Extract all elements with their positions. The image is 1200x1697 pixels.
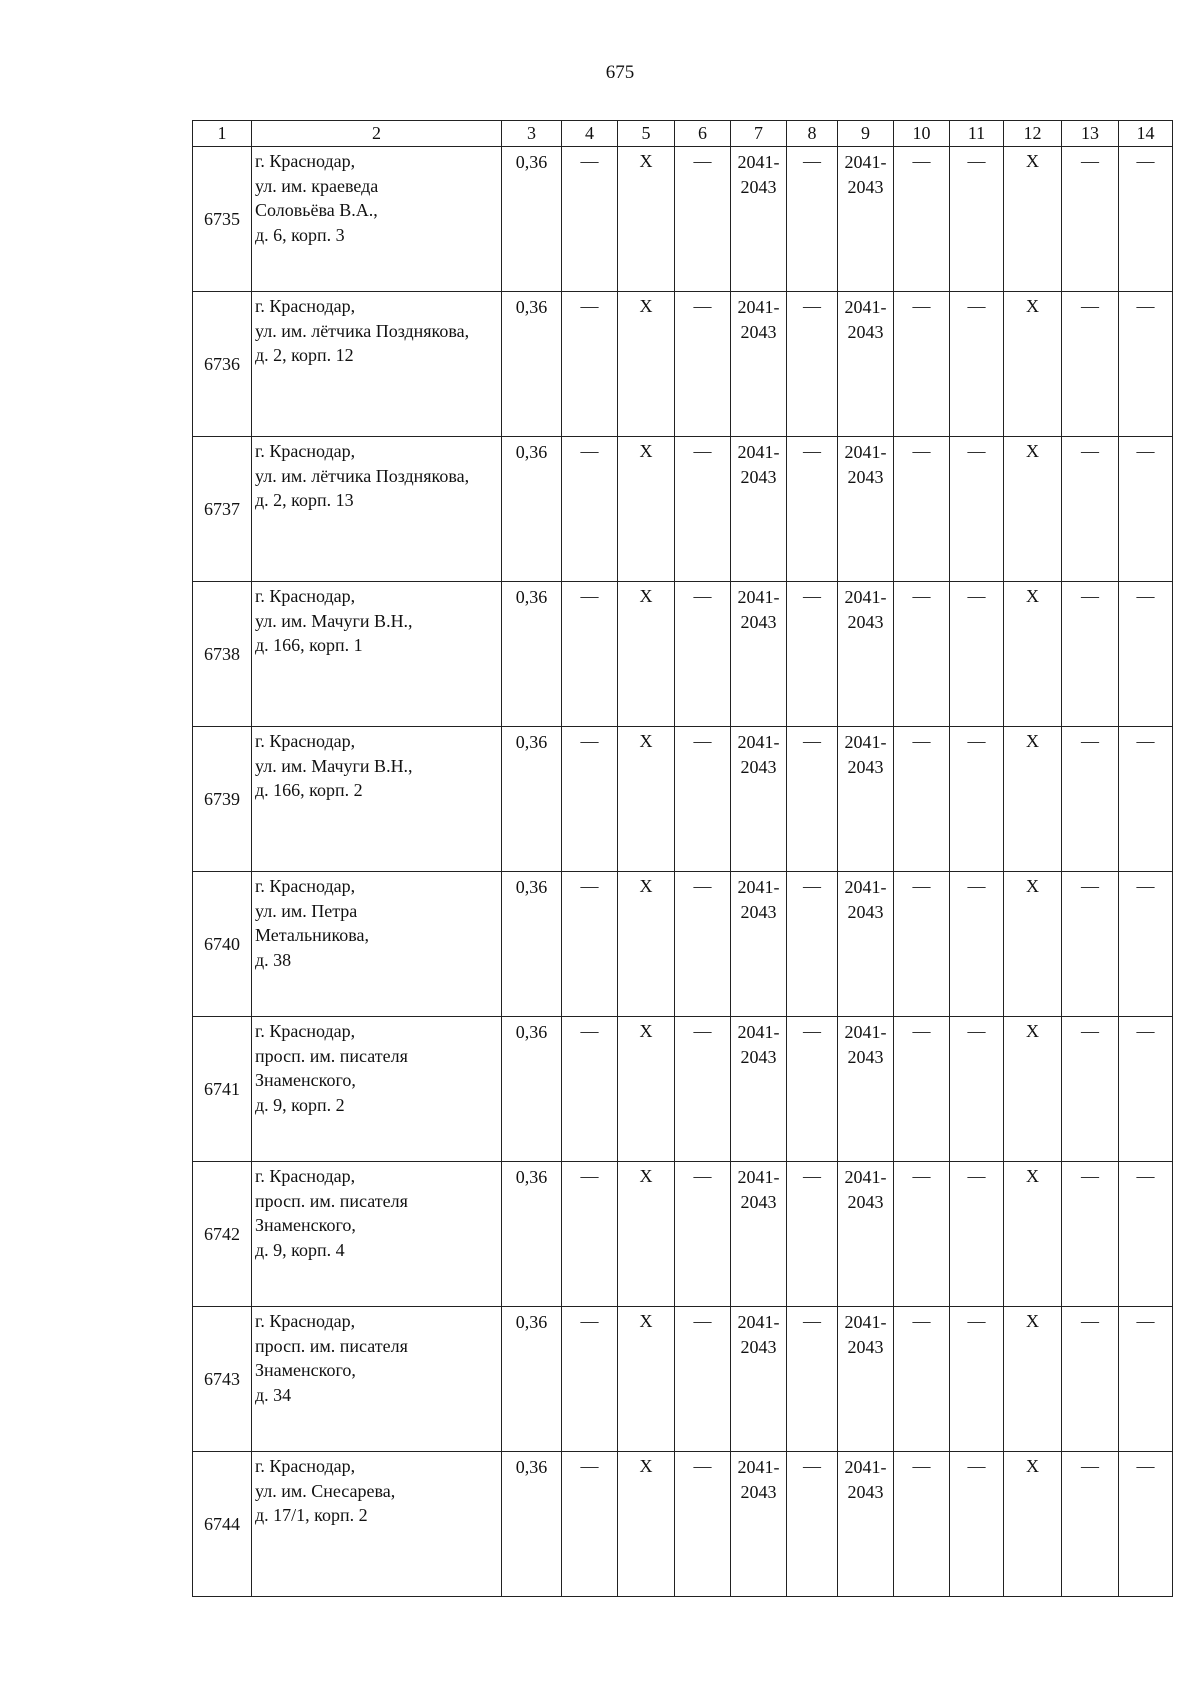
address-cell-line: Знаменского, — [255, 1070, 356, 1090]
col13-cell: — — [1062, 437, 1119, 582]
col9-years-cell — [838, 872, 894, 1017]
row-number: 6744 — [193, 1452, 252, 1597]
col14-cell: — — [1119, 1307, 1173, 1452]
col7-years-cell-line: 2043 — [740, 1336, 777, 1357]
address-cell — [252, 147, 502, 292]
address-cell — [252, 727, 502, 872]
col7-years-cell — [731, 1017, 787, 1162]
col-header: 4 — [562, 121, 618, 147]
col-header: 12 — [1004, 121, 1062, 147]
col9-years-cell — [838, 582, 894, 727]
col14-cell: — — [1119, 727, 1173, 872]
col-header: 10 — [894, 121, 950, 147]
col9-years-cell-line: 2041- — [844, 1312, 887, 1332]
col9-years-cell-line: 2041- — [844, 1022, 887, 1042]
col5-cell: X — [618, 437, 675, 582]
table-row — [193, 1162, 1173, 1307]
col5-cell: X — [618, 1452, 675, 1597]
col5-cell: X — [618, 292, 675, 437]
col12-cell: X — [1004, 1307, 1062, 1452]
table-row — [193, 872, 1173, 1017]
address-cell-line: ул. им. Петра — [255, 900, 358, 921]
col7-years-cell — [731, 1162, 787, 1307]
col6-cell: — — [675, 292, 731, 437]
col9-years-cell-line: 2041- — [844, 1457, 887, 1477]
col5-cell: X — [618, 1017, 675, 1162]
address-cell-line: г. Краснодар, — [255, 731, 356, 751]
col9-years-cell-line: 2041- — [844, 152, 887, 172]
table-row — [193, 292, 1173, 437]
table-row — [193, 1017, 1173, 1162]
col9-years-cell-line: 2043 — [847, 611, 884, 632]
col7-years-cell-line: 2043 — [740, 1481, 777, 1502]
value-cell: 0,36 — [502, 437, 562, 582]
col9-years-cell-line: 2043 — [847, 176, 884, 197]
col7-years-cell-line: 2041- — [737, 587, 780, 607]
col4-cell: — — [562, 437, 618, 582]
value-cell: 0,36 — [502, 1452, 562, 1597]
col7-years-cell-line: 2043 — [740, 1191, 777, 1212]
col13-cell: — — [1062, 727, 1119, 872]
value-cell: 0,36 — [502, 292, 562, 437]
col8-cell: — — [787, 1017, 838, 1162]
col4-cell: — — [562, 872, 618, 1017]
address-cell-line: просп. им. писателя — [255, 1190, 408, 1211]
address-cell — [252, 1307, 502, 1452]
col4-cell: — — [562, 1017, 618, 1162]
col4-cell: — — [562, 1162, 618, 1307]
col7-years-cell-line: 2043 — [740, 611, 777, 632]
address-cell-line: д. 2, корп. 13 — [255, 490, 354, 510]
col12-cell: X — [1004, 147, 1062, 292]
col7-years-cell-line: 2043 — [740, 1046, 777, 1067]
col11-cell: — — [950, 1452, 1004, 1597]
address-cell — [252, 1162, 502, 1307]
address-cell-line: Метальникова, — [255, 925, 370, 945]
col13-cell: — — [1062, 147, 1119, 292]
address-cell-line: просп. им. писателя — [255, 1045, 408, 1066]
address-cell-line: Соловьёва В.А., — [255, 200, 378, 220]
col12-cell: X — [1004, 292, 1062, 437]
col8-cell: — — [787, 292, 838, 437]
address-cell-line: ул. им. лётчика Позднякова, — [255, 320, 470, 341]
col9-years-cell — [838, 727, 894, 872]
address-cell-line: г. Краснодар, — [255, 1456, 356, 1476]
col9-years-cell-line: 2043 — [847, 1191, 884, 1212]
address-cell-line: д. 9, корп. 4 — [255, 1239, 345, 1260]
col7-years-cell-line: 2041- — [737, 1022, 780, 1042]
address-cell — [252, 582, 502, 727]
col7-years-cell — [731, 292, 787, 437]
col10-cell: — — [894, 1452, 950, 1597]
col9-years-cell-line: 2043 — [847, 1046, 884, 1067]
col12-cell: X — [1004, 437, 1062, 582]
col9-years-cell-line: 2041- — [844, 877, 887, 897]
col5-cell: X — [618, 1307, 675, 1452]
col7-years-cell-line: 2041- — [737, 297, 780, 317]
address-cell-line: д. 166, корп. 1 — [255, 635, 363, 655]
address-cell — [252, 437, 502, 582]
address-cell-line: д. 166, корп. 2 — [255, 780, 363, 800]
address-cell-line: г. Краснодар, — [255, 876, 356, 896]
col14-cell: — — [1119, 1162, 1173, 1307]
col11-cell: — — [950, 727, 1004, 872]
row-number: 6739 — [193, 727, 252, 872]
page-number: 675 — [605, 62, 635, 83]
col12-cell: X — [1004, 1162, 1062, 1307]
col8-cell: — — [787, 437, 838, 582]
address-cell-line: г. Краснодар, — [255, 441, 356, 461]
value-cell: 0,36 — [502, 147, 562, 292]
col4-cell: — — [562, 1307, 618, 1452]
value-cell: 0,36 — [502, 1017, 562, 1162]
address-cell-line: Знаменского, — [255, 1360, 356, 1380]
value-cell: 0,36 — [502, 872, 562, 1017]
col-header: 2 — [252, 121, 502, 147]
col-header: 7 — [731, 121, 787, 147]
col13-cell: — — [1062, 1452, 1119, 1597]
address-cell-line: д. 38 — [255, 949, 292, 970]
col-header: 1 — [193, 121, 252, 147]
col6-cell: — — [675, 147, 731, 292]
row-number: 6743 — [193, 1307, 252, 1452]
col9-years-cell — [838, 292, 894, 437]
col11-cell: — — [950, 1307, 1004, 1452]
col-header: 14 — [1119, 121, 1173, 147]
col4-cell: — — [562, 292, 618, 437]
col7-years-cell-line: 2041- — [737, 732, 780, 752]
col9-years-cell-line: 2043 — [847, 1336, 884, 1357]
col6-cell: — — [675, 1307, 731, 1452]
col7-years-cell-line: 2041- — [737, 1312, 780, 1332]
col6-cell: — — [675, 872, 731, 1017]
col7-years-cell — [731, 872, 787, 1017]
address-cell-line: ул. им. Мачуги В.Н., — [255, 755, 413, 776]
col7-years-cell-line: 2041- — [737, 1167, 780, 1187]
col5-cell: X — [618, 582, 675, 727]
row-number: 6738 — [193, 582, 252, 727]
col7-years-cell-line: 2043 — [740, 176, 777, 197]
col7-years-cell-line: 2041- — [737, 442, 780, 462]
col11-cell: — — [950, 582, 1004, 727]
col5-cell: X — [618, 1162, 675, 1307]
col9-years-cell-line: 2041- — [844, 732, 887, 752]
col7-years-cell-line: 2041- — [737, 1457, 780, 1477]
address-cell-line: г. Краснодар, — [255, 586, 356, 606]
address-cell-line: д. 2, корп. 12 — [255, 345, 354, 365]
address-cell — [252, 872, 502, 1017]
header-row — [193, 121, 1173, 147]
row-number: 6737 — [193, 437, 252, 582]
col9-years-cell-line: 2043 — [847, 466, 884, 487]
col7-years-cell-line: 2043 — [740, 756, 777, 777]
address-cell-line: д. 9, корп. 2 — [255, 1094, 345, 1115]
col-header: 5 — [618, 121, 675, 147]
table-row — [193, 582, 1173, 727]
col7-years-cell-line: 2041- — [737, 877, 780, 897]
col14-cell: — — [1119, 872, 1173, 1017]
address-cell-line: ул. им. Снесарева, — [255, 1480, 396, 1501]
col9-years-cell — [838, 1162, 894, 1307]
col8-cell: — — [787, 1307, 838, 1452]
value-cell: 0,36 — [502, 582, 562, 727]
col10-cell: — — [894, 727, 950, 872]
address-cell — [252, 1452, 502, 1597]
col8-cell: — — [787, 1452, 838, 1597]
col5-cell: X — [618, 147, 675, 292]
col5-cell: X — [618, 727, 675, 872]
col11-cell: — — [950, 437, 1004, 582]
col9-years-cell — [838, 437, 894, 582]
address-cell — [252, 292, 502, 437]
col11-cell: — — [950, 292, 1004, 437]
address-cell-line: г. Краснодар, — [255, 1021, 356, 1041]
table-body — [193, 147, 1173, 1597]
col10-cell: — — [894, 1017, 950, 1162]
table-row — [193, 1452, 1173, 1597]
address-cell-line: ул. им. лётчика Позднякова, — [255, 465, 470, 486]
col9-years-cell-line: 2043 — [847, 901, 884, 922]
value-cell: 0,36 — [502, 727, 562, 872]
col4-cell: — — [562, 582, 618, 727]
address-cell-line: г. Краснодар, — [255, 1311, 356, 1331]
address-cell-line: г. Краснодар, — [255, 1166, 356, 1186]
col12-cell: X — [1004, 1017, 1062, 1162]
col7-years-cell — [731, 1452, 787, 1597]
value-cell: 0,36 — [502, 1307, 562, 1452]
col14-cell: — — [1119, 1017, 1173, 1162]
col7-years-cell — [731, 147, 787, 292]
col4-cell: — — [562, 147, 618, 292]
col5-cell: X — [618, 872, 675, 1017]
row-number: 6742 — [193, 1162, 252, 1307]
col8-cell: — — [787, 582, 838, 727]
col-header: 8 — [787, 121, 838, 147]
col12-cell: X — [1004, 582, 1062, 727]
col4-cell: — — [562, 1452, 618, 1597]
col9-years-cell — [838, 147, 894, 292]
register-table — [192, 120, 1173, 1597]
col14-cell: — — [1119, 1452, 1173, 1597]
value-cell: 0,36 — [502, 1162, 562, 1307]
col10-cell: — — [894, 292, 950, 437]
col10-cell: — — [894, 1307, 950, 1452]
col6-cell: — — [675, 1162, 731, 1307]
address-cell — [252, 1017, 502, 1162]
col9-years-cell-line: 2041- — [844, 587, 887, 607]
col7-years-cell-line: 2043 — [740, 466, 777, 487]
row-number: 6741 — [193, 1017, 252, 1162]
col14-cell: — — [1119, 437, 1173, 582]
col10-cell: — — [894, 582, 950, 727]
col6-cell: — — [675, 437, 731, 582]
table-row — [193, 437, 1173, 582]
col13-cell: — — [1062, 582, 1119, 727]
col7-years-cell — [731, 727, 787, 872]
address-cell-line: г. Краснодар, — [255, 151, 356, 171]
col11-cell: — — [950, 147, 1004, 292]
table-row — [193, 147, 1173, 292]
col9-years-cell — [838, 1452, 894, 1597]
col7-years-cell-line: 2041- — [737, 152, 780, 172]
col9-years-cell-line: 2041- — [844, 1167, 887, 1187]
col4-cell: — — [562, 727, 618, 872]
col9-years-cell — [838, 1017, 894, 1162]
address-cell-line: д. 34 — [255, 1384, 292, 1405]
col9-years-cell-line: 2043 — [847, 756, 884, 777]
col11-cell: — — [950, 1017, 1004, 1162]
col-header: 11 — [950, 121, 1004, 147]
col13-cell: — — [1062, 872, 1119, 1017]
col-header: 6 — [675, 121, 731, 147]
row-number: 6735 — [193, 147, 252, 292]
col12-cell: X — [1004, 1452, 1062, 1597]
col11-cell: — — [950, 872, 1004, 1017]
col10-cell: — — [894, 872, 950, 1017]
col13-cell: — — [1062, 1017, 1119, 1162]
col9-years-cell — [838, 1307, 894, 1452]
row-number: 6740 — [193, 872, 252, 1017]
col9-years-cell-line: 2041- — [844, 297, 887, 317]
col8-cell: — — [787, 1162, 838, 1307]
col11-cell: — — [950, 1162, 1004, 1307]
col6-cell: — — [675, 582, 731, 727]
col10-cell: — — [894, 437, 950, 582]
col12-cell: X — [1004, 872, 1062, 1017]
col14-cell: — — [1119, 147, 1173, 292]
col9-years-cell-line: 2043 — [847, 1481, 884, 1502]
address-cell-line: д. 17/1, корп. 2 — [255, 1505, 368, 1525]
col12-cell: X — [1004, 727, 1062, 872]
col9-years-cell-line: 2041- — [844, 442, 887, 462]
address-cell-line: г. Краснодар, — [255, 296, 356, 316]
col14-cell: — — [1119, 582, 1173, 727]
col-header: 9 — [838, 121, 894, 147]
col10-cell: — — [894, 1162, 950, 1307]
col8-cell: — — [787, 872, 838, 1017]
col10-cell: — — [894, 147, 950, 292]
col13-cell: — — [1062, 1307, 1119, 1452]
col8-cell: — — [787, 727, 838, 872]
col6-cell: — — [675, 727, 731, 872]
address-cell-line: ул. им. Мачуги В.Н., — [255, 610, 413, 631]
col6-cell: — — [675, 1017, 731, 1162]
col9-years-cell-line: 2043 — [847, 321, 884, 342]
col14-cell: — — [1119, 292, 1173, 437]
table-row — [193, 727, 1173, 872]
table-row — [193, 1307, 1173, 1452]
col7-years-cell-line: 2043 — [740, 321, 777, 342]
col7-years-cell — [731, 582, 787, 727]
col6-cell: — — [675, 1452, 731, 1597]
col-header: 3 — [502, 121, 562, 147]
address-cell-line: ул. им. краеведа — [255, 175, 379, 196]
col13-cell: — — [1062, 292, 1119, 437]
address-cell-line: просп. им. писателя — [255, 1335, 408, 1356]
col-header: 13 — [1062, 121, 1119, 147]
row-number: 6736 — [193, 292, 252, 437]
address-cell-line: д. 6, корп. 3 — [255, 224, 345, 245]
col7-years-cell-line: 2043 — [740, 901, 777, 922]
col7-years-cell — [731, 1307, 787, 1452]
address-cell-line: Знаменского, — [255, 1215, 356, 1235]
col8-cell: — — [787, 147, 838, 292]
col7-years-cell — [731, 437, 787, 582]
col13-cell: — — [1062, 1162, 1119, 1307]
